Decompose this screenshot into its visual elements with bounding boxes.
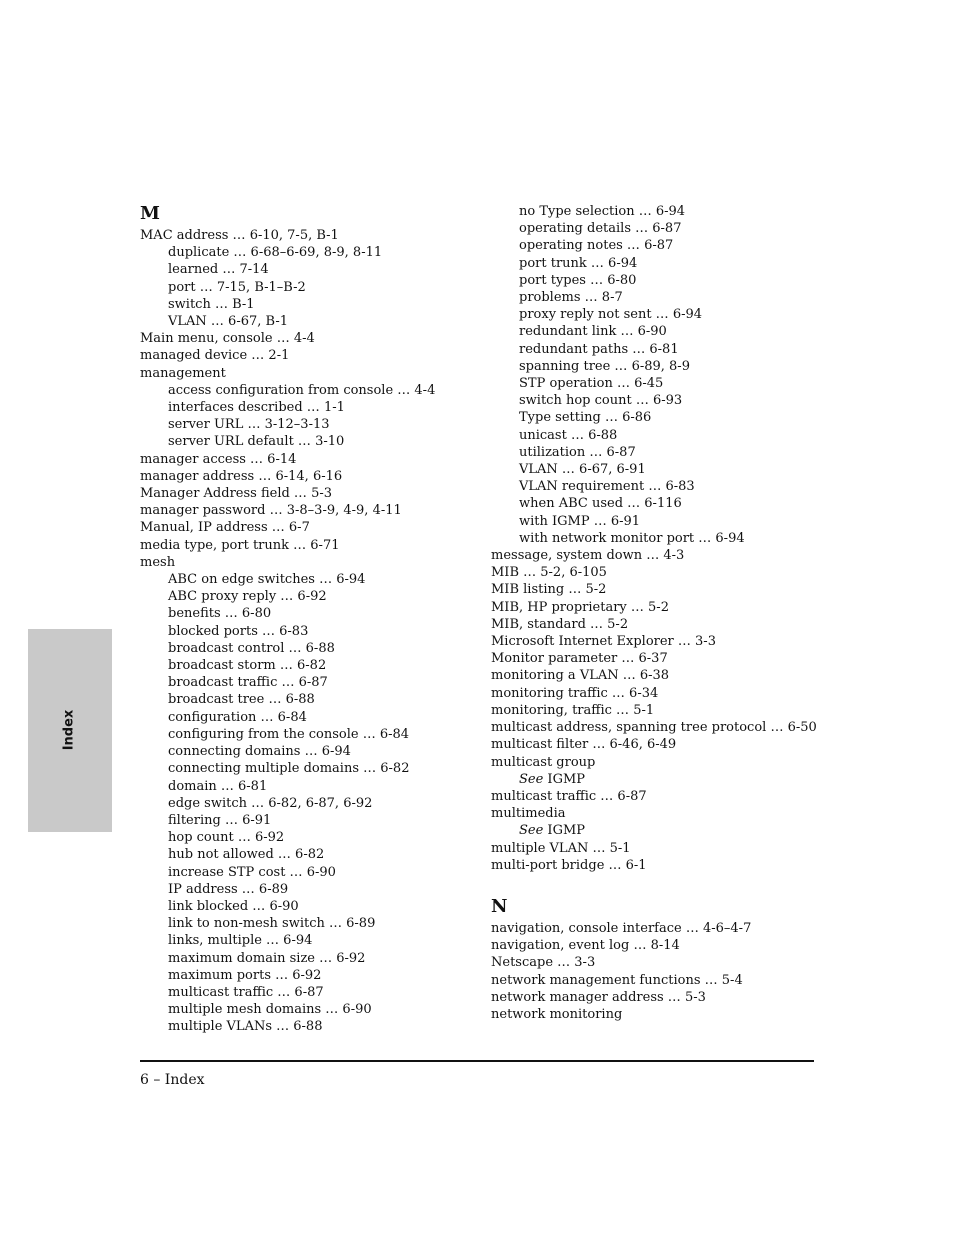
index-entry: management [140, 365, 226, 381]
index-subentry: port … 7-15, B-1–B-2 [168, 279, 306, 295]
index-subentry: connecting domains … 6-94 [168, 744, 351, 760]
index-entry: message, system down … 4-3 [491, 548, 685, 564]
index-subentry: Type setting … 6-86 [519, 410, 652, 426]
index-entry: Manual, IP address … 6-7 [140, 520, 310, 536]
page-footer: 6 – Index [140, 1072, 205, 1088]
index-subentry: hub not allowed … 6-82 [168, 847, 325, 863]
index-subentry: redundant link … 6-90 [519, 324, 667, 340]
index-subentry: configuring from the console … 6-84 [168, 726, 410, 742]
index-subentry: duplicate … 6-68–6-69, 8-9, 8-11 [168, 245, 383, 261]
see-reference-label: See [519, 823, 544, 839]
index-entry: multicast address, spanning tree protocol … 6-50 [491, 720, 817, 736]
index-entry: network monitoring [491, 1006, 623, 1022]
index-subentry: maximum ports … 6-92 [168, 967, 322, 983]
index-subentry: no Type selection … 6-94 [519, 204, 686, 219]
index-entry: Netscape … 3-3 [491, 955, 596, 971]
index-subentry: IP address … 6-89 [168, 881, 289, 897]
index-subentry: multicast traffic … 6-87 [168, 984, 324, 1000]
index-entry: Main menu, console … 4-4 [140, 331, 315, 347]
index-column-right [491, 203, 821, 1023]
index-subentry [491, 822, 821, 839]
index-entry: monitoring a VLAN … 6-38 [491, 668, 670, 684]
index-entry: manager address … 6-14, 6-16 [140, 468, 343, 484]
left-entry-list [140, 227, 485, 1036]
index-subentry: multiple mesh domains … 6-90 [168, 1002, 372, 1018]
index-subentry: ABC on edge switches … 6-94 [168, 572, 366, 588]
index-subentry: domain … 6-81 [168, 778, 268, 794]
index-entry: multicast filter … 6-46, 6-49 [491, 737, 677, 753]
index-subentry: port trunk … 6-94 [519, 255, 638, 271]
index-subentry: broadcast traffic … 6-87 [168, 675, 328, 691]
index-entry: multi-port bridge … 6-1 [491, 857, 647, 873]
index-subentry: VLAN … 6-67, 6-91 [519, 462, 646, 478]
index-subentry: broadcast control … 6-88 [168, 640, 335, 656]
index-subentry: problems … 8-7 [519, 290, 623, 306]
index-subentry: ABC proxy reply … 6-92 [168, 589, 327, 605]
index-entry: Manager Address field … 5-3 [140, 486, 333, 502]
index-subentry: redundant paths … 6-81 [519, 341, 679, 357]
section-letter-n: N [491, 895, 508, 917]
index-subentry: hop count … 6-92 [168, 830, 285, 846]
index-entry: MIB, HP proprietary … 5-2 [491, 599, 669, 615]
index-subentry: broadcast storm … 6-82 [168, 658, 327, 674]
index-subentry: unicast … 6-88 [519, 427, 618, 443]
index-subentry: switch … B-1 [168, 296, 255, 312]
index-entry: MIB listing … 5-2 [491, 582, 607, 598]
index-entry: multicast group [491, 754, 596, 770]
index-subentry: learned … 7-14 [168, 262, 269, 278]
index-entry: navigation, console interface … 4-6–4-7 [491, 920, 752, 936]
index-entry: MIB … 5-2, 6-105 [491, 565, 607, 581]
index-entry: multicast traffic … 6-87 [491, 788, 647, 804]
index-entry: MIB, standard … 5-2 [491, 616, 629, 632]
index-subentry: maximum domain size … 6-92 [168, 950, 366, 966]
index-subentry: multiple VLANs … 6-88 [168, 1019, 323, 1035]
index-subentry: VLAN … 6-67, B-1 [168, 314, 288, 330]
index-subentry: filtering … 6-91 [168, 812, 272, 828]
index-subentry: link blocked … 6-90 [168, 898, 299, 914]
right-entry-list-m [491, 203, 821, 874]
index-subentry: edge switch … 6-82, 6-87, 6-92 [168, 795, 373, 811]
see-reference-target: IGMP [543, 823, 586, 839]
index-subentry [491, 771, 821, 788]
index-entry: multiple VLAN … 5-1 [491, 840, 631, 856]
index-entry: manager password … 3-8–3-9, 4-9, 4-11 [140, 503, 402, 519]
index-entry: multimedia [491, 806, 566, 822]
index-subentry: operating details … 6-87 [519, 221, 682, 237]
index-entry: MAC address … 6-10, 7-5, B-1 [140, 228, 339, 243]
index-subentry: switch hop count … 6-93 [519, 393, 683, 409]
index-subentry: port types … 6-80 [519, 272, 637, 288]
index-subentry: operating notes … 6-87 [519, 238, 674, 254]
index-subentry: utilization … 6-87 [519, 444, 636, 460]
index-subentry: links, multiple … 6-94 [168, 933, 313, 949]
index-entry: mesh [140, 554, 176, 570]
index-entry: network manager address … 5-3 [491, 989, 706, 1005]
index-subentry: proxy reply not sent … 6-94 [519, 307, 703, 323]
index-entry: network management functions … 5-4 [491, 972, 743, 988]
index-subentry: increase STP cost … 6-90 [168, 864, 336, 880]
see-reference-label: See [519, 771, 544, 787]
index-subentry: STP operation … 6-45 [519, 376, 664, 392]
see-reference-target: IGMP [543, 771, 586, 787]
index-entry: managed device … 2-1 [140, 348, 290, 364]
index-entry: Monitor parameter … 6-37 [491, 651, 668, 667]
index-subentry: spanning tree … 6-89, 8-9 [519, 358, 690, 374]
index-subentry: server URL default … 3-10 [168, 434, 345, 450]
index-subentry: link to non-mesh switch … 6-89 [168, 916, 376, 932]
index-entry: Microsoft Internet Explorer … 3-3 [491, 634, 716, 650]
index-column-left [140, 203, 485, 1036]
index-subentry: VLAN requirement … 6-83 [519, 479, 695, 495]
index-side-tab-label: Index [61, 709, 77, 751]
right-entry-list-n [491, 920, 821, 1023]
index-subentry: interfaces described … 1-1 [168, 400, 345, 416]
index-subentry: with network monitor port … 6-94 [519, 530, 745, 546]
index-subentry: server URL … 3-12–3-13 [168, 417, 330, 433]
index-entry: manager access … 6-14 [140, 451, 297, 467]
index-subentry: configuration … 6-84 [168, 709, 307, 725]
index-entry: monitoring, traffic … 5-1 [491, 702, 655, 718]
index-subentry: when ABC used … 6-116 [519, 496, 682, 512]
index-subentry: connecting multiple domains … 6-82 [168, 761, 410, 777]
footer-rule [140, 1060, 814, 1062]
index-entry: media type, port trunk … 6-71 [140, 537, 340, 553]
index-subentry: blocked ports … 6-83 [168, 623, 309, 639]
index-entry: monitoring traffic … 6-34 [491, 685, 659, 701]
index-entry: navigation, event log … 8-14 [491, 938, 680, 954]
index-subentry: broadcast tree … 6-88 [168, 692, 315, 708]
section-letter-m: M [140, 203, 160, 224]
index-subentry: benefits … 6-80 [168, 606, 272, 622]
index-subentry: with IGMP … 6-91 [519, 513, 641, 529]
index-subentry: access configuration from console … 4-4 [168, 382, 436, 398]
